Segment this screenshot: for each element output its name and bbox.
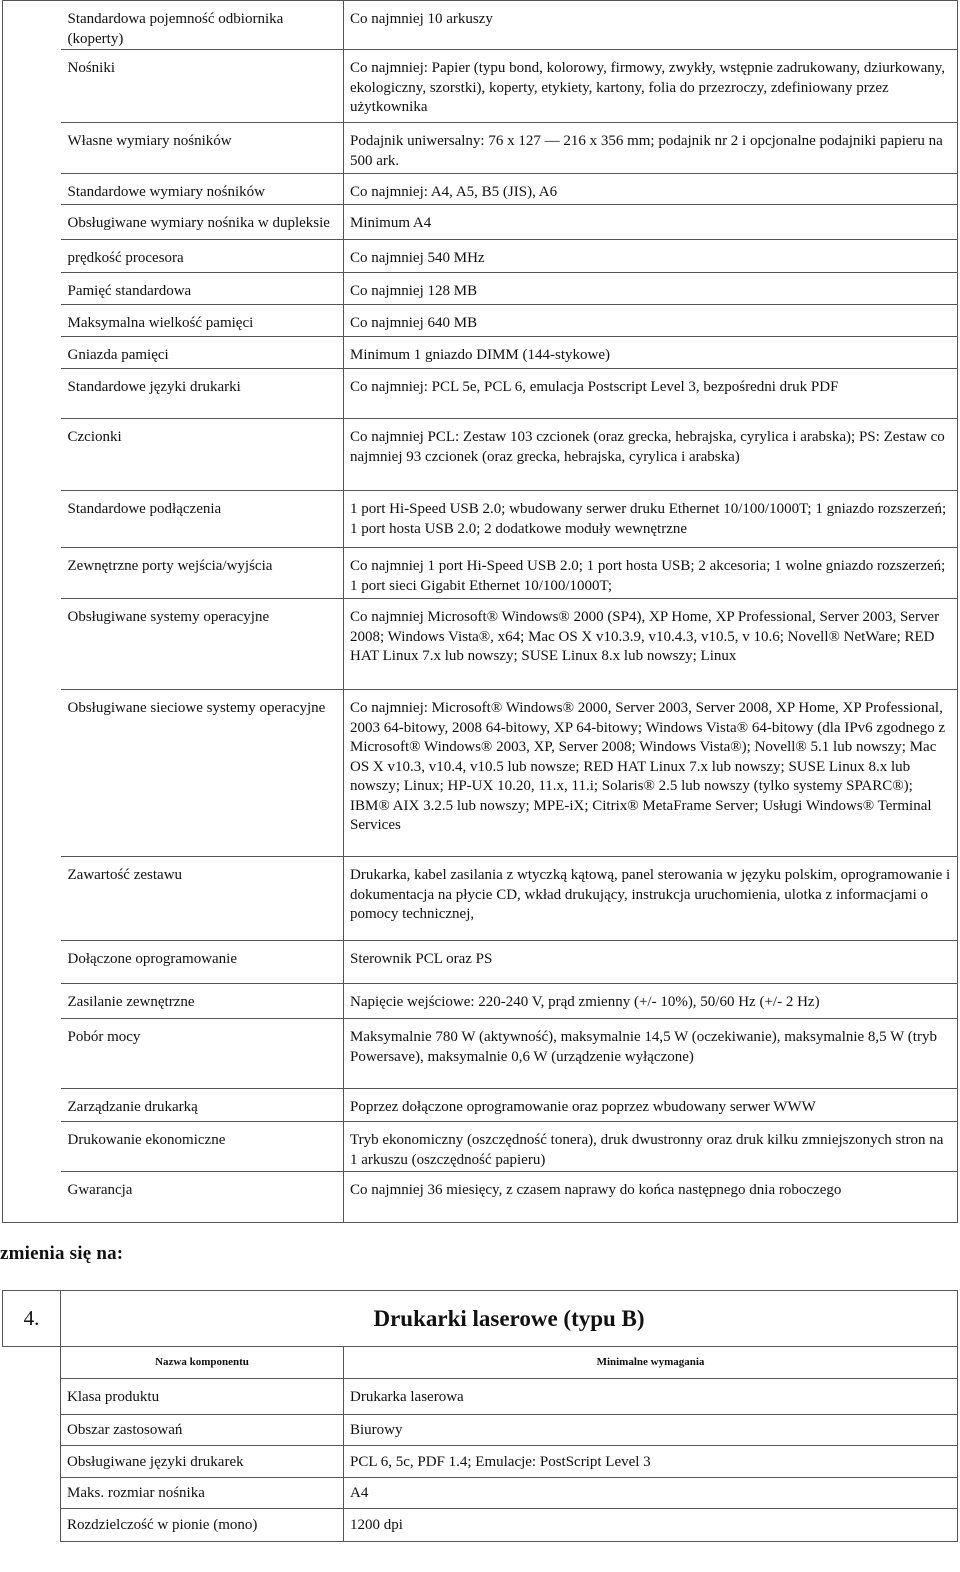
spec-label: Nośniki <box>61 50 344 123</box>
spec-value: Co najmniej 36 miesięcy, z czasem naprawy do końca następnego dnia roboczego <box>344 1172 958 1223</box>
spec-row <box>3 1 958 50</box>
section-header-row <box>3 1347 958 1379</box>
spec-row <box>3 240 958 273</box>
spec-value: Poprzez dołączone oprogramowanie oraz poprzez wbudowany serwer WWW <box>344 1089 958 1122</box>
spec-row <box>3 984 958 1019</box>
section-value: 1200 dpi <box>344 1509 958 1542</box>
column-header-requirements: Minimalne wymagania <box>344 1347 958 1379</box>
spec-row <box>3 690 958 857</box>
column-header-component: Nazwa komponentu <box>61 1347 344 1379</box>
spec-value: Co najmniej Microsoft® Windows® 2000 (SP4), XP Home, XP Professional, Server 2003, Server 2008; Windows Vista®, x64; Mac OS X v10.3.9, v10.4.3, v10.5, v 10.6; Novell® NetWare; RED HAT Linux 7.x lub nowszy; SUSE Linux 8.x lub nowszy; Linux <box>344 599 958 690</box>
spec-row-margin <box>3 240 61 273</box>
spec-label: Obsługiwane wymiary nośnika w dupleksie <box>61 205 344 240</box>
spec-label: Pamięć standardowa <box>61 273 344 305</box>
section-row <box>3 1478 958 1509</box>
spec-label: Własne wymiary nośników <box>61 123 344 174</box>
spec-row <box>3 1172 958 1223</box>
spec-label: Gwarancja <box>61 1172 344 1223</box>
spec-row-margin <box>3 1089 61 1122</box>
section-label: Obsługiwane języki drukarek <box>61 1446 344 1478</box>
spec-row-margin <box>3 50 61 123</box>
section-value: A4 <box>344 1478 958 1509</box>
spec-label: Standardowe języki drukarki <box>61 369 344 419</box>
section-number: 4. <box>3 1291 61 1347</box>
spec-label: Standardowe podłączenia <box>61 491 344 548</box>
spec-label: Drukowanie ekonomiczne <box>61 1122 344 1172</box>
spec-value: Co najmniej 640 MB <box>344 305 958 337</box>
section-row-margin <box>3 1415 61 1446</box>
spec-value: 1 port Hi-Speed USB 2.0; wbudowany serwer druku Ethernet 10/100/1000T; 1 gniazdo rozszerzeń; 1 port hosta USB 2.0; 2 dodatkowe moduły wewnętrzne <box>344 491 958 548</box>
spec-row <box>3 174 958 205</box>
spec-value: Minimum 1 gniazdo DIMM (144-stykowe) <box>344 337 958 369</box>
spec-label: Zarządzanie drukarką <box>61 1089 344 1122</box>
spec-value: Drukarka, kabel zasilania z wtyczką kątową, panel sterowania w języku polskim, oprogramowanie i dokumentacja na płycie CD, wkład drukujący, instrukcja uruchomienia, ulotka z informacjami o pomocy technicznej, <box>344 857 958 941</box>
spec-row <box>3 305 958 337</box>
spec-label: Zawartość zestawu <box>61 857 344 941</box>
spec-row <box>3 1122 958 1172</box>
section-row <box>3 1446 958 1478</box>
spec-row-margin <box>3 548 61 599</box>
spec-value: Co najmniej: Microsoft® Windows® 2000, Server 2003, Server 2008, XP Home, XP Professional, 2003 64-bitowy, 2008 64-bitowy, XP 64-bitowy; Windows Vista® 64-bitowy (dla IPv6 zgodnego z Microsoft® Windows® 2003, XP, Server 2008; Windows Vista®); Novell® 5.1 lub nowszy; Mac OS X v10.3, v10.4, v10.5 lub nowsze; RED HAT Linux 7.x lub nowszy; SUSE Linux 8.x lub nowszy; Linux; HP-UX 10.20, 11.x, 11.i; Solaris® 2.5 lub nowszy (tylko systemy SPARC®); IBM® AIX 3.2.5 lub nowszy; MPE-iX; Citrix® MetaFrame Server; Usługi Windows® Terminal Services <box>344 690 958 857</box>
section-row-margin <box>3 1379 61 1415</box>
section-label: Maks. rozmiar nośnika <box>61 1478 344 1509</box>
spec-label: Zasilanie zewnętrzne <box>61 984 344 1019</box>
spec-value: Podajnik uniwersalny: 76 x 127 — 216 x 356 mm; podajnik nr 2 i opcjonalne podajniki papieru na 500 ark. <box>344 123 958 174</box>
spec-label: Maksymalna wielkość pamięci <box>61 305 344 337</box>
spec-value: Co najmniej 1 port Hi-Speed USB 2.0; 1 port hosta USB; 2 akcesoria; 1 wolne gniazdo rozszerzeń; 1 port sieci Gigabit Ethernet 10/100/1000T; <box>344 548 958 599</box>
section-row-margin <box>3 1446 61 1478</box>
spec-value: Napięcie wejściowe: 220-240 V, prąd zmienny (+/- 10%), 50/60 Hz (+/- 2 Hz) <box>344 984 958 1019</box>
spec-value: Co najmniej: PCL 5e, PCL 6, emulacja Postscript Level 3, bezpośredni druk PDF <box>344 369 958 419</box>
spec-row-margin <box>3 419 61 491</box>
spec-row-margin <box>3 599 61 690</box>
spec-row-margin <box>3 984 61 1019</box>
change-heading: zmienia się na: <box>0 1243 124 1264</box>
spec-row-margin <box>3 857 61 941</box>
spec-label: prędkość procesora <box>61 240 344 273</box>
spec-value: Co najmniej 128 MB <box>344 273 958 305</box>
spec-value: Co najmniej: Papier (typu bond, kolorowy, firmowy, zwykły, wstępnie zadrukowany, dziurkowany, ekologiczny, szorstki), koperty, etykiety, kartony, folia do przezroczy, zdefiniowany przez użytkownika <box>344 50 958 123</box>
spec-row-margin <box>3 1122 61 1172</box>
section-row <box>3 1379 958 1415</box>
spec-label: Obsługiwane systemy operacyjne <box>61 599 344 690</box>
spec-value: Co najmniej 10 arkuszy <box>344 1 958 50</box>
spec-value: Co najmniej: A4, A5, B5 (JIS), A6 <box>344 174 958 205</box>
section-row-margin <box>3 1509 61 1542</box>
spec-row-margin <box>3 273 61 305</box>
spec-label: Pobór mocy <box>61 1019 344 1089</box>
spec-value: Minimum A4 <box>344 205 958 240</box>
spec-row-margin <box>3 1172 61 1223</box>
spec-row <box>3 369 958 419</box>
spec-row-margin <box>3 690 61 857</box>
spec-row <box>3 273 958 305</box>
spec-value: Maksymalnie 780 W (aktywność), maksymalnie 14,5 W (oczekiwanie), maksymalnie 8,5 W (tryb Powersave), maksymalnie 0,6 W (urządzenie wyłączone) <box>344 1019 958 1089</box>
printer-spec-table <box>2 0 958 1223</box>
spec-row-margin <box>3 174 61 205</box>
spec-label: Zewnętrzne porty wejścia/wyjścia <box>61 548 344 599</box>
spec-row-margin <box>3 491 61 548</box>
spec-row-margin <box>3 205 61 240</box>
spec-value: Tryb ekonomiczny (oszczędność tonera), druk dwustronny oraz druk kilku zmniejszonych stron na 1 arkuszu (oszczędność papieru) <box>344 1122 958 1172</box>
spec-row <box>3 491 958 548</box>
spec-row <box>3 1089 958 1122</box>
spec-row <box>3 337 958 369</box>
section-row <box>3 1509 958 1542</box>
spec-row-margin <box>3 1 61 50</box>
section-label: Klasa produktu <box>61 1379 344 1415</box>
spec-row <box>3 419 958 491</box>
spec-row-margin <box>3 123 61 174</box>
section-row <box>3 1415 958 1446</box>
spec-row <box>3 941 958 984</box>
spec-label: Czcionki <box>61 419 344 491</box>
section-label: Rozdzielczość w pionie (mono) <box>61 1509 344 1542</box>
spec-label: Dołączone oprogramowanie <box>61 941 344 984</box>
section-value: PCL 6, 5c, PDF 1.4; Emulacje: PostScript Level 3 <box>344 1446 958 1478</box>
spec-label: Obsługiwane sieciowe systemy operacyjne <box>61 690 344 857</box>
spec-row-margin <box>3 369 61 419</box>
section-row-margin <box>3 1478 61 1509</box>
spec-label: Standardowa pojemność odbiornika (koperty) <box>61 1 344 50</box>
section-value: Biurowy <box>344 1415 958 1446</box>
laser-printer-b-table <box>2 1290 958 1542</box>
spec-row <box>3 857 958 941</box>
spec-value: Co najmniej PCL: Zestaw 103 czcionek (oraz grecka, hebrajska, cyrylica i arabska); PS: Zestaw co najmniej 93 czcionek (oraz grecka, hebrajska, cyrylica i arabska) <box>344 419 958 491</box>
spec-row <box>3 205 958 240</box>
section-title-row <box>3 1291 958 1347</box>
spec-row <box>3 548 958 599</box>
spec-row <box>3 123 958 174</box>
spec-row-margin <box>3 941 61 984</box>
section-label: Obszar zastosowań <box>61 1415 344 1446</box>
spec-row <box>3 50 958 123</box>
spec-row <box>3 1019 958 1089</box>
spec-value: Co najmniej 540 MHz <box>344 240 958 273</box>
spec-row-margin <box>3 1019 61 1089</box>
spec-row-margin <box>3 305 61 337</box>
spec-row-margin <box>3 337 61 369</box>
spec-label: Standardowe wymiary nośników <box>61 174 344 205</box>
section-value: Drukarka laserowa <box>344 1379 958 1415</box>
section-title: Drukarki laserowe (typu B) <box>61 1291 958 1347</box>
spec-row <box>3 599 958 690</box>
spec-label: Gniazda pamięci <box>61 337 344 369</box>
spec-value: Sterownik PCL oraz PS <box>344 941 958 984</box>
